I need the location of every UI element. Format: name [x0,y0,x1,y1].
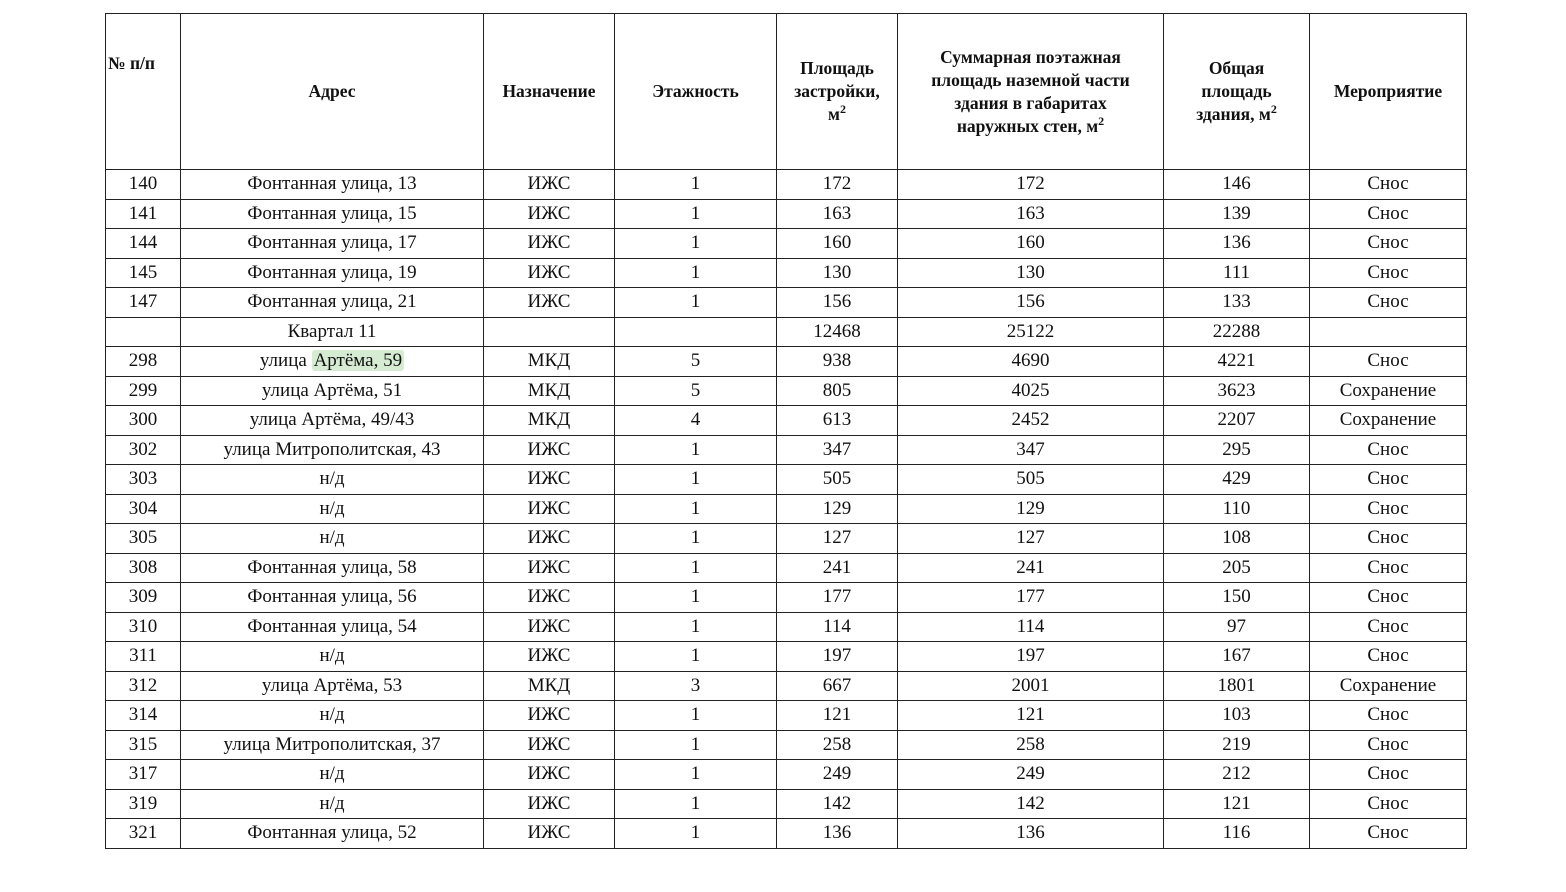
cell-purpose: ИЖС [484,494,615,524]
cell-address: н/д [181,760,484,790]
cell-purpose: ИЖС [484,701,615,731]
cell-total-area: 136 [1164,229,1310,259]
cell-num: 317 [106,760,181,790]
cell-purpose: ИЖС [484,760,615,790]
address-prefix: улица [259,350,312,372]
cell-total-area: 3623 [1164,376,1310,406]
cell-num: 145 [106,258,181,288]
cell-floor-area-sum: 25122 [898,317,1164,347]
cell-action: Снос [1310,642,1467,672]
table-row [106,583,1467,613]
cell-address: Фонтанная улица, 17 [181,229,484,259]
cell-floor-area-sum: 136 [898,819,1164,849]
cell-floors: 1 [615,494,777,524]
cell-num: 319 [106,789,181,819]
cell-purpose: МКД [484,376,615,406]
cell-action: Снос [1310,730,1467,760]
header-floors: Этажность [615,14,777,170]
cell-build-area: 127 [777,524,898,554]
cell-num: 147 [106,288,181,318]
cell-action: Снос [1310,553,1467,583]
cell-floors: 1 [615,553,777,583]
highlighted-address: Артёма, 59 [313,350,403,372]
cell-floors [615,317,777,347]
cell-num: 308 [106,553,181,583]
cell-action: Снос [1310,583,1467,613]
cell-address: улица Артёма, 49/43 [181,406,484,436]
cell-action: Снос [1310,229,1467,259]
cell-address: Фонтанная улица, 56 [181,583,484,613]
cell-purpose: МКД [484,671,615,701]
cell-address: н/д [181,789,484,819]
cell-purpose: ИЖС [484,524,615,554]
table-row [106,760,1467,790]
cell-floors: 1 [615,819,777,849]
cell-total-area: 1801 [1164,671,1310,701]
cell-action: Снос [1310,760,1467,790]
cell-floor-area-sum: 241 [898,553,1164,583]
table-row [106,465,1467,495]
cell-floor-area-sum: 163 [898,199,1164,229]
cell-num: 309 [106,583,181,613]
cell-build-area: 160 [777,229,898,259]
cell-address: н/д [181,642,484,672]
cell-action: Снос [1310,789,1467,819]
cell-purpose: ИЖС [484,730,615,760]
header-num: № п/п [106,14,181,170]
cell-total-area: 103 [1164,701,1310,731]
cell-purpose: МКД [484,347,615,377]
cell-floor-area-sum: 130 [898,258,1164,288]
table-row [106,730,1467,760]
cell-build-area: 805 [777,376,898,406]
cell-floor-area-sum: 2001 [898,671,1164,701]
cell-total-area: 167 [1164,642,1310,672]
cell-build-area: 613 [777,406,898,436]
cell-total-area: 111 [1164,258,1310,288]
cell-floors: 1 [615,435,777,465]
cell-floor-area-sum: 160 [898,229,1164,259]
cell-floor-area-sum: 114 [898,612,1164,642]
header-total-area: Общая площадь здания, $м^2$ [1164,14,1310,170]
cell-build-area: 163 [777,199,898,229]
table-row [106,288,1467,318]
cell-address: Квартал 11 [181,317,484,347]
cell-build-area: 667 [777,671,898,701]
cell-purpose: ИЖС [484,789,615,819]
cell-action: Снос [1310,819,1467,849]
cell-address: н/д [181,465,484,495]
cell-address: н/д [181,701,484,731]
table-row [106,701,1467,731]
cell-num: 302 [106,435,181,465]
cell-total-area: 150 [1164,583,1310,613]
cell-floors: 1 [615,465,777,495]
cell-purpose: ИЖС [484,288,615,318]
cell-num: 311 [106,642,181,672]
cell-floor-area-sum: 121 [898,701,1164,731]
cell-total-area: 212 [1164,760,1310,790]
cell-total-area: 139 [1164,199,1310,229]
cell-action: Снос [1310,170,1467,200]
cell-floors: 5 [615,347,777,377]
cell-action: Снос [1310,494,1467,524]
cell-num: 303 [106,465,181,495]
cell-build-area: 12468 [777,317,898,347]
cell-num: 310 [106,612,181,642]
cell-floors: 1 [615,789,777,819]
cell-num: 321 [106,819,181,849]
table-row [106,612,1467,642]
table-row [106,376,1467,406]
table-row [106,258,1467,288]
cell-floors: 4 [615,406,777,436]
table-row [106,406,1467,436]
table-row [106,199,1467,229]
cell-total-area: 2207 [1164,406,1310,436]
cell-total-area: 295 [1164,435,1310,465]
cell-build-area: 142 [777,789,898,819]
cell-purpose: ИЖС [484,170,615,200]
cell-address: улица Митрополитская, 37 [181,730,484,760]
cell-num: 300 [106,406,181,436]
cell-build-area: 197 [777,642,898,672]
cell-num: 141 [106,199,181,229]
cell-num: 299 [106,376,181,406]
cell-total-area: 121 [1164,789,1310,819]
table-row [106,524,1467,554]
cell-floors: 1 [615,583,777,613]
cell-purpose: ИЖС [484,258,615,288]
cell-purpose: ИЖС [484,553,615,583]
cell-num [106,317,181,347]
cell-floor-area-sum: 258 [898,730,1164,760]
cell-floor-area-sum: 127 [898,524,1164,554]
cell-total-area: 108 [1164,524,1310,554]
cell-action: Снос [1310,288,1467,318]
cell-action: Сохранение [1310,406,1467,436]
cell-build-area: 177 [777,583,898,613]
cell-purpose [484,317,615,347]
cell-floors: 1 [615,229,777,259]
cell-num: 140 [106,170,181,200]
cell-floors: 1 [615,199,777,229]
cell-purpose: ИЖС [484,199,615,229]
cell-address: улица Артёма, 53 [181,671,484,701]
cell-floors: 1 [615,642,777,672]
cell-floor-area-sum: 177 [898,583,1164,613]
cell-address: улица Митрополитская, 43 [181,435,484,465]
cell-action: Снос [1310,258,1467,288]
cell-num: 298 [106,347,181,377]
cell-address: н/д [181,494,484,524]
table-row [106,789,1467,819]
cell-floors: 1 [615,730,777,760]
table-row [106,819,1467,849]
cell-purpose: ИЖС [484,642,615,672]
cell-purpose: ИЖС [484,583,615,613]
table-row [106,553,1467,583]
cell-address [181,347,484,377]
header-floor-area-sum: Суммарная поэтажная площадь наземной части здания в габаритах наружных стен, $м^2$ [898,14,1164,170]
cell-address: Фонтанная улица, 54 [181,612,484,642]
cell-floors: 1 [615,701,777,731]
cell-build-area: 241 [777,553,898,583]
header-purpose: Назначение [484,14,615,170]
cell-build-area: 505 [777,465,898,495]
cell-floors: 5 [615,376,777,406]
cell-total-area: 97 [1164,612,1310,642]
cell-total-area: 146 [1164,170,1310,200]
cell-floor-area-sum: 142 [898,789,1164,819]
cell-floor-area-sum: 129 [898,494,1164,524]
cell-total-area: 22288 [1164,317,1310,347]
cell-floors: 1 [615,258,777,288]
table-row [106,170,1467,200]
cell-action: Снос [1310,347,1467,377]
cell-action: Сохранение [1310,671,1467,701]
cell-floor-area-sum: 4025 [898,376,1164,406]
cell-build-area: 249 [777,760,898,790]
table-row [106,642,1467,672]
cell-action: Сохранение [1310,376,1467,406]
cell-build-area: 114 [777,612,898,642]
cell-floors: 1 [615,524,777,554]
cell-action [1310,317,1467,347]
cell-action: Снос [1310,612,1467,642]
cell-purpose: ИЖС [484,229,615,259]
cell-address: Фонтанная улица, 52 [181,819,484,849]
cell-build-area: 130 [777,258,898,288]
cell-build-area: 129 [777,494,898,524]
header-build-area: Площадь застройки, $м^2$ [777,14,898,170]
cell-floors: 3 [615,671,777,701]
cell-address: улица Артёма, 51 [181,376,484,406]
cell-floors: 1 [615,288,777,318]
cell-address: Фонтанная улица, 13 [181,170,484,200]
cell-build-area: 136 [777,819,898,849]
cell-num: 144 [106,229,181,259]
cell-total-area: 429 [1164,465,1310,495]
cell-purpose: МКД [484,406,615,436]
cell-num: 315 [106,730,181,760]
header-action: Мероприятие [1310,14,1467,170]
header-row [106,14,1467,170]
cell-floor-area-sum: 347 [898,435,1164,465]
cell-floor-area-sum: 249 [898,760,1164,790]
cell-action: Снос [1310,701,1467,731]
table-row [106,229,1467,259]
cell-build-area: 938 [777,347,898,377]
table-row [106,671,1467,701]
cell-total-area: 110 [1164,494,1310,524]
cell-purpose: ИЖС [484,612,615,642]
cell-num: 314 [106,701,181,731]
cell-build-area: 156 [777,288,898,318]
cell-address: Фонтанная улица, 19 [181,258,484,288]
header-address: Адрес [181,14,484,170]
table-body [106,170,1467,849]
cell-purpose: ИЖС [484,465,615,495]
cell-build-area: 172 [777,170,898,200]
cell-address: Фонтанная улица, 58 [181,553,484,583]
cell-action: Снос [1310,465,1467,495]
cell-address: н/д [181,524,484,554]
cell-floor-area-sum: 172 [898,170,1164,200]
cell-build-area: 347 [777,435,898,465]
table-row [106,494,1467,524]
cell-action: Снос [1310,199,1467,229]
cell-address: Фонтанная улица, 21 [181,288,484,318]
cell-action: Снос [1310,524,1467,554]
cell-floor-area-sum: 197 [898,642,1164,672]
cell-purpose: ИЖС [484,819,615,849]
table-row [106,317,1467,347]
cell-num: 305 [106,524,181,554]
cell-floor-area-sum: 156 [898,288,1164,318]
cell-action: Снос [1310,435,1467,465]
cell-total-area: 133 [1164,288,1310,318]
cell-build-area: 258 [777,730,898,760]
cell-num: 312 [106,671,181,701]
cell-build-area: 121 [777,701,898,731]
table-row [106,435,1467,465]
cell-floor-area-sum: 2452 [898,406,1164,436]
cell-num: 304 [106,494,181,524]
cell-floors: 1 [615,760,777,790]
cell-total-area: 4221 [1164,347,1310,377]
table-row [106,347,1467,377]
cell-floors: 1 [615,612,777,642]
cell-purpose: ИЖС [484,435,615,465]
cell-total-area: 116 [1164,819,1310,849]
cell-total-area: 205 [1164,553,1310,583]
cell-floor-area-sum: 505 [898,465,1164,495]
buildings-table [105,13,1467,849]
cell-total-area: 219 [1164,730,1310,760]
cell-floor-area-sum: 4690 [898,347,1164,377]
cell-floors: 1 [615,170,777,200]
cell-address: Фонтанная улица, 15 [181,199,484,229]
